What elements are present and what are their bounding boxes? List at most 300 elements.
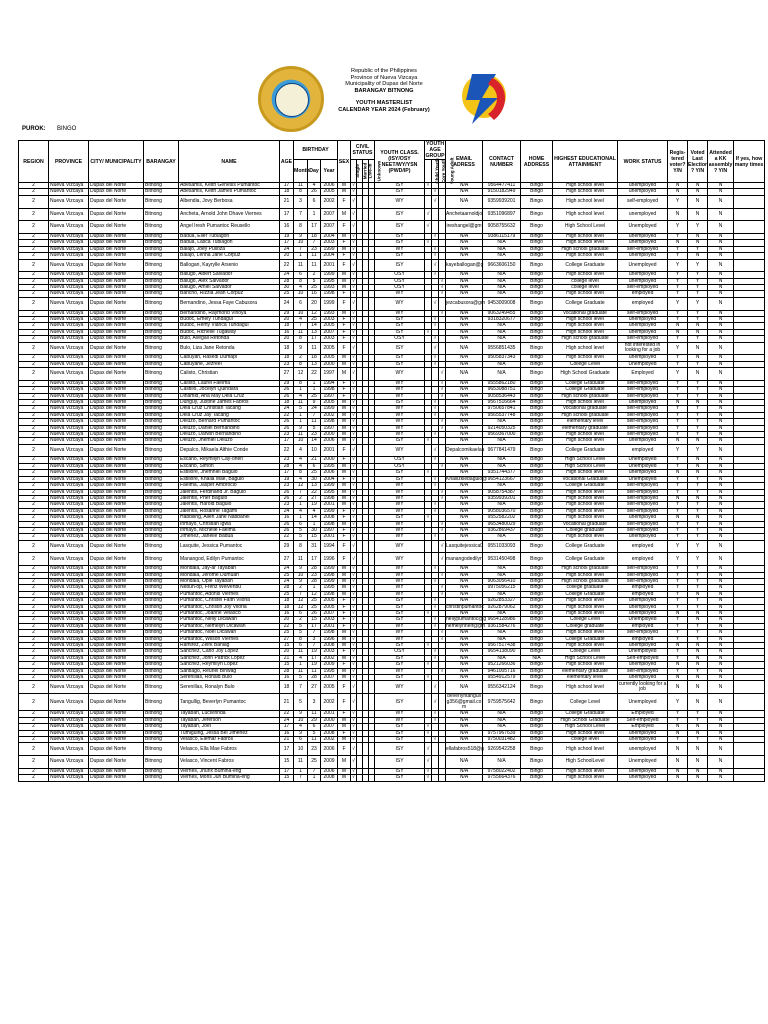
cell-year: 2002 <box>321 736 338 742</box>
cell-province: Nueva Vizcaya <box>49 521 89 527</box>
cell-core-youth: √ <box>432 623 439 629</box>
cell-home: Bingo <box>521 425 553 431</box>
cell-registered: Y <box>668 297 688 310</box>
cell-education: High school level <box>553 598 618 604</box>
cell-registered: N <box>668 681 688 694</box>
cell-region: 2 <box>19 636 49 642</box>
cell-year: 2005 <box>321 189 338 195</box>
cell-region: 2 <box>19 399 49 405</box>
cell-region: 2 <box>19 585 49 591</box>
cell-work: unemployed <box>618 598 668 604</box>
cell-email: N/A <box>446 502 483 508</box>
cell-home: Bingo <box>521 724 553 730</box>
cell-youth-class: ISY <box>375 598 425 604</box>
cell-contact: N/A <box>483 502 521 508</box>
cell-year: 1999 <box>321 566 338 572</box>
cell-day: 21 <box>308 457 321 463</box>
cell-home: Bingo <box>521 412 553 418</box>
cell-age: 24 <box>280 246 294 252</box>
cell-sex: M <box>338 310 351 316</box>
cell-home: Bingo <box>521 297 553 310</box>
cell-home: Bingo <box>521 636 553 642</box>
cell-home: Bingo <box>521 272 553 278</box>
cell-age: 17 <box>280 240 294 246</box>
cell-day: 7 <box>308 630 321 636</box>
cell-attended: N <box>708 233 734 239</box>
cell-registered: Y <box>668 393 688 399</box>
cell-email: N/A <box>446 393 483 399</box>
cell-education: College Graduate <box>553 483 618 489</box>
cell-home: Bingo <box>521 221 553 234</box>
cell-home: Bingo <box>521 662 553 668</box>
cell-attended: N <box>708 291 734 297</box>
cell-region: 2 <box>19 476 49 482</box>
cell-day: 7 <box>308 768 321 774</box>
cell-attended: N <box>708 342 734 355</box>
cell-voted: Y <box>688 566 708 572</box>
cell-single: √ <box>351 681 357 694</box>
cell-name: Serenillas, Ronalyn Bulo <box>179 681 280 694</box>
cell-month: 11 <box>294 183 308 189</box>
cell-home: Bingo <box>521 387 553 393</box>
cell-city: Dupax del Norte <box>89 694 144 711</box>
cell-barangay: Bitnong <box>144 291 179 297</box>
cell-work: self-employed <box>618 572 668 578</box>
cell-month: 8 <box>294 540 308 553</box>
cell-age: 23 <box>280 457 294 463</box>
cell-voted: Y <box>688 361 708 367</box>
cell-email: kayeballogan@g <box>446 259 483 272</box>
cell-youth-class: ISY <box>375 756 425 769</box>
cell-name: Velasco, Ella Mae Fabros <box>179 743 280 756</box>
cell-core-youth: √ <box>432 361 439 367</box>
cell-voted: Y <box>688 668 708 674</box>
cell-email: N/A <box>446 534 483 540</box>
cell-voted: Y <box>688 316 708 322</box>
cell-home: Bingo <box>521 604 553 610</box>
cell-voted: Y <box>688 259 708 272</box>
cell-registered: Y <box>668 527 688 533</box>
cell-home: Bingo <box>521 521 553 527</box>
cell-year: 2005 <box>321 598 338 604</box>
cell-barangay: Bitnong <box>144 380 179 386</box>
cell-sex: M <box>338 591 351 597</box>
cell-city: Dupax del Norte <box>89 489 144 495</box>
cell-age: 26 <box>280 495 294 501</box>
cell-home: Bingo <box>521 463 553 469</box>
cell-sex: M <box>338 502 351 508</box>
cell-year: 2002 <box>321 694 338 711</box>
cell-contact: N/A <box>483 253 521 259</box>
cell-young-adult: √ <box>439 387 446 393</box>
cell-registered: Y <box>668 316 688 322</box>
cell-day: 5 <box>308 278 321 284</box>
cell-year: 1998 <box>321 419 338 425</box>
cell-core-youth <box>432 221 439 234</box>
cell-year: 1998 <box>321 521 338 527</box>
cell-region: 2 <box>19 566 49 572</box>
cell-work: self-employed <box>618 630 668 636</box>
cell-day: 2 <box>308 272 321 278</box>
cell-core-youth: √ <box>432 578 439 584</box>
cell-voted: Y <box>688 585 708 591</box>
cell-voted: Y <box>688 278 708 284</box>
cell-sex: F <box>338 297 351 310</box>
table-row <box>19 553 765 566</box>
cell-name: Dela Cruz Jay Tacang <box>179 412 280 418</box>
cell-young-adult <box>439 444 446 457</box>
cell-email: N/A <box>446 457 483 463</box>
cell-sex: F <box>338 694 351 711</box>
cell-month: 11 <box>294 668 308 674</box>
cell-voted: Y <box>688 387 708 393</box>
cell-contact: 9461005716 <box>483 668 521 674</box>
cell-age: 29 <box>280 380 294 386</box>
cell-young-adult: √ <box>439 278 446 284</box>
cell-month: 4 <box>294 724 308 730</box>
cell-year: 2004 <box>321 253 338 259</box>
cell-single: √ <box>352 723 355 730</box>
cell-month: 4 <box>294 316 308 322</box>
cell-attended: N <box>708 316 734 322</box>
cell-year: 1998 <box>321 630 338 636</box>
cell-year: 2009 <box>321 756 338 769</box>
cell-attended: N <box>708 208 734 221</box>
cell-barangay: Bitnong <box>144 655 179 661</box>
cell-attended: N <box>708 246 734 252</box>
cell-core-youth <box>432 775 439 781</box>
cell-child-youth <box>425 297 432 310</box>
cell-city: Dupax del Norte <box>89 457 144 463</box>
cell-province: Nueva Vizcaya <box>49 368 89 381</box>
cell-city: Dupax del Norte <box>89 717 144 723</box>
cell-day: 25 <box>308 393 321 399</box>
cell-youth-class: WY <box>375 553 425 566</box>
cell-year: 1999 <box>321 578 338 584</box>
cell-single: √ <box>352 245 355 252</box>
cell-year: 1997 <box>321 393 338 399</box>
cell-education: High school level <box>553 730 618 736</box>
cell-barangay: Bitnong <box>144 489 179 495</box>
cell-attended: N <box>708 489 734 495</box>
cell-name: Balugo, Albert Salvador <box>179 272 280 278</box>
cell-year: 1994 <box>321 540 338 553</box>
cell-age: 21 <box>280 736 294 742</box>
cell-province: Nueva Vizcaya <box>49 278 89 284</box>
cell-age: 22 <box>280 259 294 272</box>
cell-email: N/A <box>446 431 483 437</box>
cell-region: 2 <box>19 470 49 476</box>
cell-education: College Graduate <box>553 591 618 597</box>
cell-month: 5 <box>294 406 308 412</box>
cell-month: 5 <box>294 630 308 636</box>
cell-city: Dupax del Norte <box>89 195 144 208</box>
cell-education: High school level <box>553 495 618 501</box>
cell-province: Nueva Vizcaya <box>49 470 89 476</box>
cell-contact: N/A <box>483 291 521 297</box>
cell-barangay: Bitnong <box>144 617 179 623</box>
cell-month: 4 <box>294 508 308 514</box>
cell-month: 5 <box>294 694 308 711</box>
cell-youth-class: ISY <box>375 316 425 322</box>
cell-voted: Y <box>688 489 708 495</box>
cell-single: √ <box>352 405 355 412</box>
cell-province: Nueva Vizcaya <box>49 240 89 246</box>
cell-contact: N/A <box>483 630 521 636</box>
cell-times <box>734 743 765 756</box>
cell-name: Balajo, Joey Pulloza <box>179 246 280 252</box>
cell-registered: Y <box>668 598 688 604</box>
cell-region: 2 <box>19 342 49 355</box>
cell-work: self-employed <box>618 578 668 584</box>
cell-day: 31 <box>308 540 321 553</box>
cell-barangay: Bitnong <box>144 259 179 272</box>
cell-voted: Y <box>688 553 708 566</box>
cell-single: √ <box>352 437 355 444</box>
cell-barangay: Bitnong <box>144 730 179 736</box>
cell-barangay: Bitnong <box>144 323 179 329</box>
cell-day: 19 <box>308 662 321 668</box>
cell-city: Dupax del Norte <box>89 483 144 489</box>
cell-barangay: Bitnong <box>144 208 179 221</box>
cell-home: Bingo <box>521 540 553 553</box>
cell-sex: M <box>338 272 351 278</box>
table-row <box>19 540 765 553</box>
cell-province: Nueva Vizcaya <box>49 585 89 591</box>
cell-sex: M <box>338 566 351 572</box>
cell-region: 2 <box>19 323 49 329</box>
cell-day: 28 <box>308 675 321 681</box>
cell-age: 22 <box>280 623 294 629</box>
cell-core-youth: √ <box>432 259 439 272</box>
cell-barangay: Bitnong <box>144 444 179 457</box>
cell-contact: N/A <box>483 323 521 329</box>
cell-single: √ <box>352 398 355 405</box>
cell-age: 27 <box>280 368 294 381</box>
cell-registered: Y <box>668 387 688 393</box>
cell-age: 28 <box>280 278 294 284</box>
cell-city: Dupax del Norte <box>89 610 144 616</box>
cell-age: 22 <box>280 412 294 418</box>
cell-core-youth: √ <box>432 694 439 711</box>
cell-young-adult: √ <box>439 630 446 636</box>
cell-sex: F <box>338 515 351 521</box>
cell-work: unemployed <box>618 604 668 610</box>
cell-month: 7 <box>294 775 308 781</box>
cell-month: 7 <box>294 208 308 221</box>
cell-email: N/A <box>446 278 483 284</box>
cell-sex: M <box>338 425 351 431</box>
cell-name: Cabuyan, Rasedi Dumapi <box>179 355 280 361</box>
cell-contact: 9556342124 <box>483 681 521 694</box>
col-core-youth: Core Youth <box>432 160 439 183</box>
cell-day: 16 <box>308 291 321 297</box>
cell-month: 10 <box>294 438 308 444</box>
cell-contact: N/A <box>483 463 521 469</box>
cell-single: √ <box>352 577 355 584</box>
cell-email: N/A <box>446 585 483 591</box>
cell-name: Mondala, Jay-ar Tayaban <box>179 566 280 572</box>
cell-year: 2007 <box>321 329 338 335</box>
cell-attended: N <box>708 195 734 208</box>
cell-name: Inmayo, Christian Igwa <box>179 521 280 527</box>
cell-city: Dupax del Norte <box>89 604 144 610</box>
cell-email: N/A <box>446 342 483 355</box>
cell-name: Angel Iresh Pumantoc Reusello <box>179 221 280 234</box>
cell-voted: Y <box>688 521 708 527</box>
cell-year: 1998 <box>321 291 338 297</box>
cell-region: 2 <box>19 502 49 508</box>
cell-work: self-employed <box>618 566 668 572</box>
cell-age: 16 <box>280 515 294 521</box>
cell-work: unemployed <box>618 208 668 221</box>
cell-name: Mondala, Opie Tayaban <box>179 578 280 584</box>
cell-work: Unemployed <box>618 694 668 711</box>
cell-month: 11 <box>294 399 308 405</box>
cell-youth-class: WY <box>375 566 425 572</box>
col-times: If yes, how many times <box>734 141 765 183</box>
cell-education: High school level <box>553 572 618 578</box>
cell-attended: N <box>708 387 734 393</box>
cell-youth-class: WY <box>375 527 425 533</box>
cell-education: High school level <box>553 355 618 361</box>
cell-region: 2 <box>19 540 49 553</box>
cell-day: 15 <box>308 617 321 623</box>
cell-education: High school level <box>553 272 618 278</box>
cell-education: College Graduate <box>553 636 618 642</box>
cell-single: √ <box>352 661 355 668</box>
cell-year: 1997 <box>321 425 338 431</box>
cell-day: 30 <box>308 527 321 533</box>
cell-work: self-employed <box>618 412 668 418</box>
cell-region: 2 <box>19 730 49 736</box>
cell-age: 26 <box>280 489 294 495</box>
cell-single: √ <box>351 195 357 208</box>
cell-registered: Y <box>668 246 688 252</box>
cell-sex: M <box>338 419 351 425</box>
cell-month: 10 <box>294 240 308 246</box>
cell-city: Dupax del Norte <box>89 233 144 239</box>
cell-province: Nueva Vizcaya <box>49 253 89 259</box>
cell-email: N/A <box>446 361 483 367</box>
cell-core-youth <box>432 743 439 756</box>
cell-voted: Y <box>688 419 708 425</box>
cell-contact: 9318320677 <box>483 316 521 322</box>
cell-work: Unemployed <box>618 617 668 623</box>
cell-youth-class: ISY <box>375 617 425 623</box>
cell-sex: M <box>338 717 351 723</box>
cell-youth-class: WY <box>375 483 425 489</box>
cell-attended: N <box>708 399 734 405</box>
cell-month: 10 <box>294 743 308 756</box>
cell-email: N/A <box>446 380 483 386</box>
cell-city: Dupax del Norte <box>89 743 144 756</box>
cell-month: 9 <box>294 425 308 431</box>
cell-email: Anchetaarnoldjo <box>446 208 483 221</box>
cell-city: Dupax del Norte <box>89 630 144 636</box>
cell-registered: N <box>668 756 688 769</box>
cell-home: Bingo <box>521 368 553 381</box>
cell-education: High school graduate <box>553 336 618 342</box>
cell-home: Bingo <box>521 195 553 208</box>
cell-contact: 9750657841 <box>483 406 521 412</box>
cell-core-youth: √ <box>432 342 439 355</box>
cell-province: Nueva Vizcaya <box>49 775 89 781</box>
cell-voted: Y <box>688 534 708 540</box>
cell-home: Bingo <box>521 476 553 482</box>
cell-region: 2 <box>19 285 49 291</box>
cell-work: Unemployed <box>618 476 668 482</box>
cell-province: Nueva Vizcaya <box>49 617 89 623</box>
cell-name: Dunguy, Justine James Fabros <box>179 399 280 405</box>
cell-month: 8 <box>294 221 308 234</box>
cell-child-youth <box>425 681 432 694</box>
cell-contact: N/A <box>483 246 521 252</box>
cell-work: unemployed <box>618 399 668 405</box>
cell-youth-class: WY <box>375 534 425 540</box>
cell-contact: N/A <box>483 724 521 730</box>
cell-education: High school level <box>553 183 618 189</box>
cell-day: 26 <box>308 610 321 616</box>
cell-single: √ <box>351 368 357 381</box>
cell-age: 28 <box>280 585 294 591</box>
cell-voted: N <box>688 323 708 329</box>
col-attended: Attended a KK assembly ? Y/N <box>708 141 734 183</box>
cell-education: High school level <box>553 775 618 781</box>
cell-province: Nueva Vizcaya <box>49 387 89 393</box>
cell-attended: N <box>708 617 734 623</box>
cell-registered: Y <box>668 553 688 566</box>
cell-registered: Y <box>668 572 688 578</box>
cell-youth-class: WY <box>375 591 425 597</box>
cell-voted: N <box>688 342 708 355</box>
cell-registered: N <box>668 208 688 221</box>
cell-single: √ <box>352 622 355 629</box>
cell-month: 5 <box>294 534 308 540</box>
cell-contact: 9262879062 <box>483 604 521 610</box>
cell-voted: Y <box>688 572 708 578</box>
cell-contact: 9361584276 <box>483 623 521 629</box>
cell-name: Bulo, Avegail Retonda <box>179 336 280 342</box>
cell-work: not interested in looking for a job <box>618 342 668 355</box>
cell-region: 2 <box>19 208 49 221</box>
cell-home: Bingo <box>521 598 553 604</box>
cell-child-youth <box>425 195 432 208</box>
cell-contact: 9653480029 <box>483 521 521 527</box>
cell-barangay: Bitnong <box>144 610 179 616</box>
cell-city: Dupax del Norte <box>89 675 144 681</box>
cell-email: N/A <box>446 406 483 412</box>
cell-day: 28 <box>308 578 321 584</box>
cell-region: 2 <box>19 675 49 681</box>
cell-province: Nueva Vizcaya <box>49 444 89 457</box>
cell-registered: Y <box>668 649 688 655</box>
cell-sex: M <box>338 431 351 437</box>
cell-city: Dupax del Norte <box>89 329 144 335</box>
cell-month: 10 <box>294 717 308 723</box>
cell-month: 9 <box>294 711 308 717</box>
cell-barangay: Bitnong <box>144 572 179 578</box>
cell-sex: F <box>338 711 351 717</box>
cell-single: √ <box>352 674 355 681</box>
cell-name: Budoc, Emely Tundagui <box>179 316 280 322</box>
cell-education: High School Level <box>553 463 618 469</box>
cell-name: Dinamid, Ana May Dela Cruz <box>179 393 280 399</box>
cell-day: 6 <box>308 195 321 208</box>
cell-region: 2 <box>19 643 49 649</box>
cell-education: elementary graduate <box>553 668 618 674</box>
cell-child-youth: √ <box>425 724 432 730</box>
